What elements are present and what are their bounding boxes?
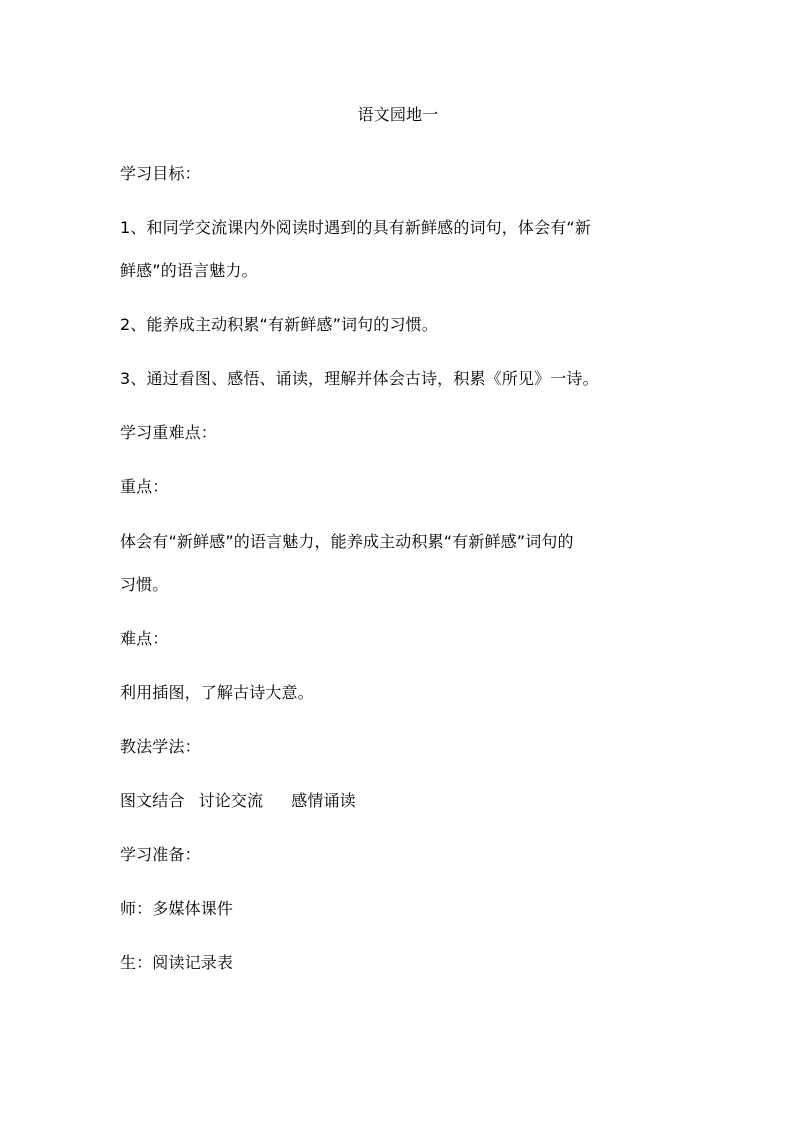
objective-2: 2、能养成主动积累“有新鲜感”词句的习惯。 [120,315,438,334]
key-text-line-2: 习惯。 [120,575,169,594]
key-text-line-1: 体会有“新鲜感”的语言魅力，能养成主动积累“有新鲜感”词句的 [120,532,574,551]
method-item: 感情诵读 [291,791,356,810]
key-difficult-heading: 学习重难点： [120,423,217,442]
method-item: 讨论交流 [198,791,264,810]
objectives-heading: 学习目标： [120,164,201,183]
method-item: 图文结合 [120,791,185,810]
objective-1-line-1: 1、和同学交流课内外阅读时遇到的具有新鲜感的词句，体会有“新 [120,218,591,237]
student-preparation: 生：阅读记录表 [120,953,234,972]
difficult-heading: 难点： [120,629,169,648]
difficult-text: 利用插图，了解古诗大意。 [120,683,314,702]
objective-3: 3、通过看图、感悟、诵读，理解并体会古诗，积累《所见》一诗。 [120,369,599,388]
methods-heading: 教法学法： [120,737,201,756]
document-title: 语文园地一 [357,105,439,124]
key-heading: 重点： [120,477,169,496]
teacher-preparation: 师：多媒体课件 [120,899,234,918]
preparation-heading: 学习准备： [120,845,201,864]
objective-1-line-2: 鲜感”的语言魅力。 [120,261,258,280]
methods-list [120,792,680,810]
